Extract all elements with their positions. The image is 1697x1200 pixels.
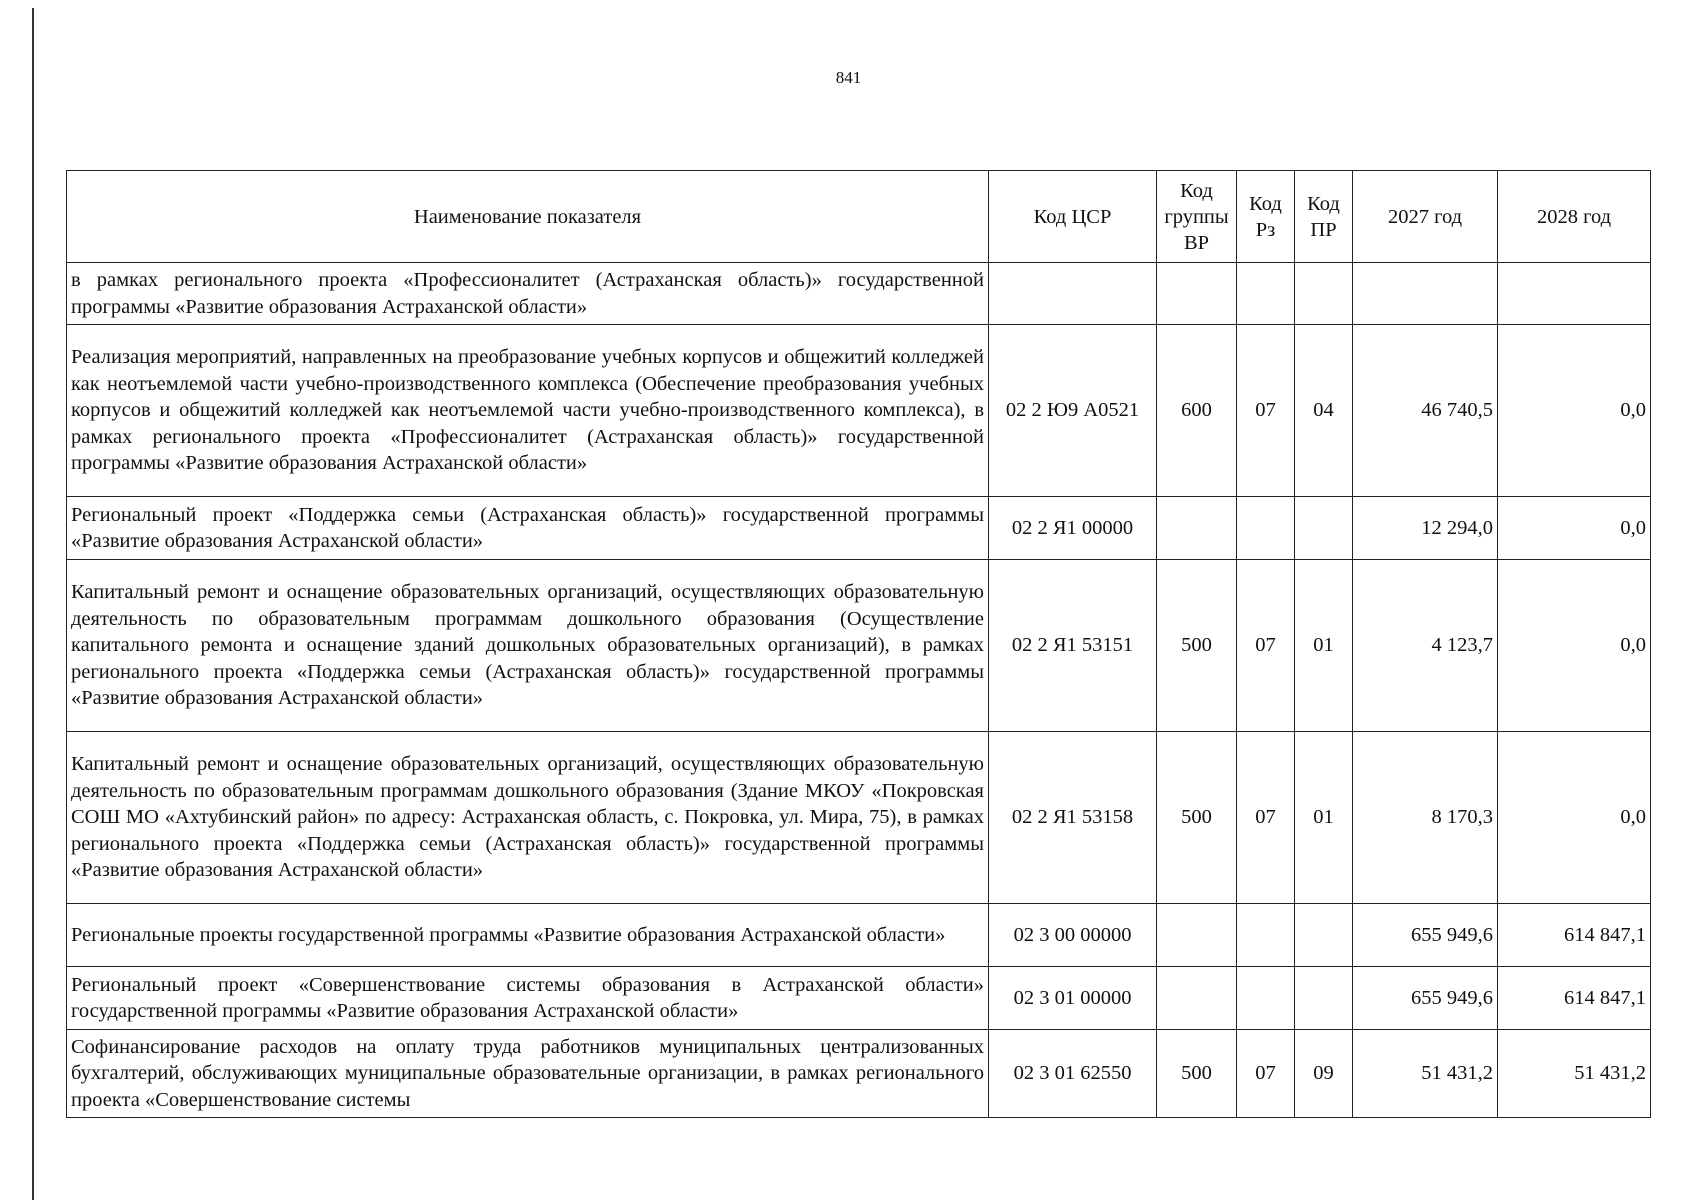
row-name: в рамках регионального проекта «Профессионалитет (Астраханская область)» государственной программы «Развитие образования Астраханской области» — [67, 263, 989, 325]
row-rz — [1237, 497, 1295, 560]
table-row — [67, 325, 1651, 497]
row-pr: 01 — [1295, 732, 1353, 904]
header-pr: Код ПР — [1295, 171, 1353, 263]
row-2028: 614 847,1 — [1498, 967, 1651, 1030]
table-row — [67, 967, 1651, 1030]
row-name: Софинансирование расходов на оплату труда работников муниципальных централизованных бухгалтерий, обслуживающих муниципальные образовательные организации, в рамках регионального проекта «Совершенствование системы — [67, 1030, 989, 1118]
row-csr: 02 2 Я1 53158 — [989, 732, 1157, 904]
row-name: Капитальный ремонт и оснащение образовательных организаций, осуществляющих образовательную деятельность по образовательным программам дошкольного образования (Осуществление капитального ремонта и оснащение зданий дошкольных образовательных организаций), в рамках регионального проекта «Поддержка семьи (Астраханская область)» государственной программы «Развитие образования Астраханской области» — [67, 560, 989, 732]
row-name: Реализация мероприятий, направленных на преобразование учебных корпусов и общежитий колледжей как неотъемлемой части учебно-производственного комплекса (Обеспечение преобразования учебных корпусов и общежитий колледжей как неотъемлемой части учебно-производственного комплекса), в рамках регионального проекта «Профессионалитет (Астраханская область)» государственной программы «Развитие образования Астраханской области» — [67, 325, 989, 497]
row-vr — [1157, 263, 1237, 325]
row-csr — [989, 263, 1157, 325]
row-vr — [1157, 967, 1237, 1030]
row-vr: 500 — [1157, 1030, 1237, 1118]
row-pr — [1295, 263, 1353, 325]
table-row — [67, 560, 1651, 732]
row-rz: 07 — [1237, 1030, 1295, 1118]
table-row — [67, 1030, 1651, 1118]
row-csr: 02 3 01 00000 — [989, 967, 1157, 1030]
row-name: Региональные проекты государственной программы «Развитие образования Астраханской области» — [67, 904, 989, 967]
row-name: Региональный проект «Поддержка семьи (Астраханская область)» государственной программы «Развитие образования Астраханской области» — [67, 497, 989, 560]
row-vr: 500 — [1157, 732, 1237, 904]
row-2027: 8 170,3 — [1353, 732, 1498, 904]
row-csr: 02 3 01 62550 — [989, 1030, 1157, 1118]
row-2028: 614 847,1 — [1498, 904, 1651, 967]
row-pr: 01 — [1295, 560, 1353, 732]
row-2028 — [1498, 263, 1651, 325]
row-rz — [1237, 263, 1295, 325]
row-csr: 02 3 00 00000 — [989, 904, 1157, 967]
table-row — [67, 263, 1651, 325]
row-rz: 07 — [1237, 325, 1295, 497]
row-rz: 07 — [1237, 560, 1295, 732]
row-2027: 46 740,5 — [1353, 325, 1498, 497]
row-vr — [1157, 497, 1237, 560]
row-2027: 655 949,6 — [1353, 904, 1498, 967]
header-2028: 2028 год — [1498, 171, 1651, 263]
binding-line — [32, 8, 34, 1200]
row-csr: 02 2 Я1 00000 — [989, 497, 1157, 560]
row-2028: 0,0 — [1498, 325, 1651, 497]
row-2027: 4 123,7 — [1353, 560, 1498, 732]
table-row — [67, 732, 1651, 904]
row-name: Региональный проект «Совершенствование системы образования в Астраханской области» государственной программы «Развитие образования Астраханской области» — [67, 967, 989, 1030]
header-rz: Код Рз — [1237, 171, 1295, 263]
row-pr — [1295, 967, 1353, 1030]
row-2027: 51 431,2 — [1353, 1030, 1498, 1118]
table-row — [67, 904, 1651, 967]
row-name: Капитальный ремонт и оснащение образовательных организаций, осуществляющих образовательную деятельность по образовательным программам дошкольного образования (Здание МКОУ «Покровская СОШ МО «Ахтубинский район» по адресу: Астраханская область, с. Покровка, ул. Мира, 75), в рамках регионального проекта «Поддержка семьи (Астраханская область)» государственной программы «Развитие образования Астраханской области» — [67, 732, 989, 904]
header-name: Наименование показателя — [67, 171, 989, 263]
row-rz — [1237, 904, 1295, 967]
page-number: 841 — [835, 68, 862, 87]
row-2028: 51 431,2 — [1498, 1030, 1651, 1118]
row-rz — [1237, 967, 1295, 1030]
row-2027: 655 949,6 — [1353, 967, 1498, 1030]
header-csr: Код ЦСР — [989, 171, 1157, 263]
row-2028: 0,0 — [1498, 497, 1651, 560]
table-row — [67, 497, 1651, 560]
row-csr: 02 2 Ю9 А0521 — [989, 325, 1157, 497]
table-header-row — [67, 171, 1651, 263]
row-vr: 600 — [1157, 325, 1237, 497]
row-vr: 500 — [1157, 560, 1237, 732]
row-2027 — [1353, 263, 1498, 325]
row-2028: 0,0 — [1498, 732, 1651, 904]
row-pr: 04 — [1295, 325, 1353, 497]
budget-table — [66, 170, 1651, 1118]
row-2028: 0,0 — [1498, 560, 1651, 732]
row-rz: 07 — [1237, 732, 1295, 904]
row-2027: 12 294,0 — [1353, 497, 1498, 560]
row-pr: 09 — [1295, 1030, 1353, 1118]
row-csr: 02 2 Я1 53151 — [989, 560, 1157, 732]
row-pr — [1295, 904, 1353, 967]
header-vr: Код группы ВР — [1157, 171, 1237, 263]
header-2027: 2027 год — [1353, 171, 1498, 263]
row-vr — [1157, 904, 1237, 967]
row-pr — [1295, 497, 1353, 560]
